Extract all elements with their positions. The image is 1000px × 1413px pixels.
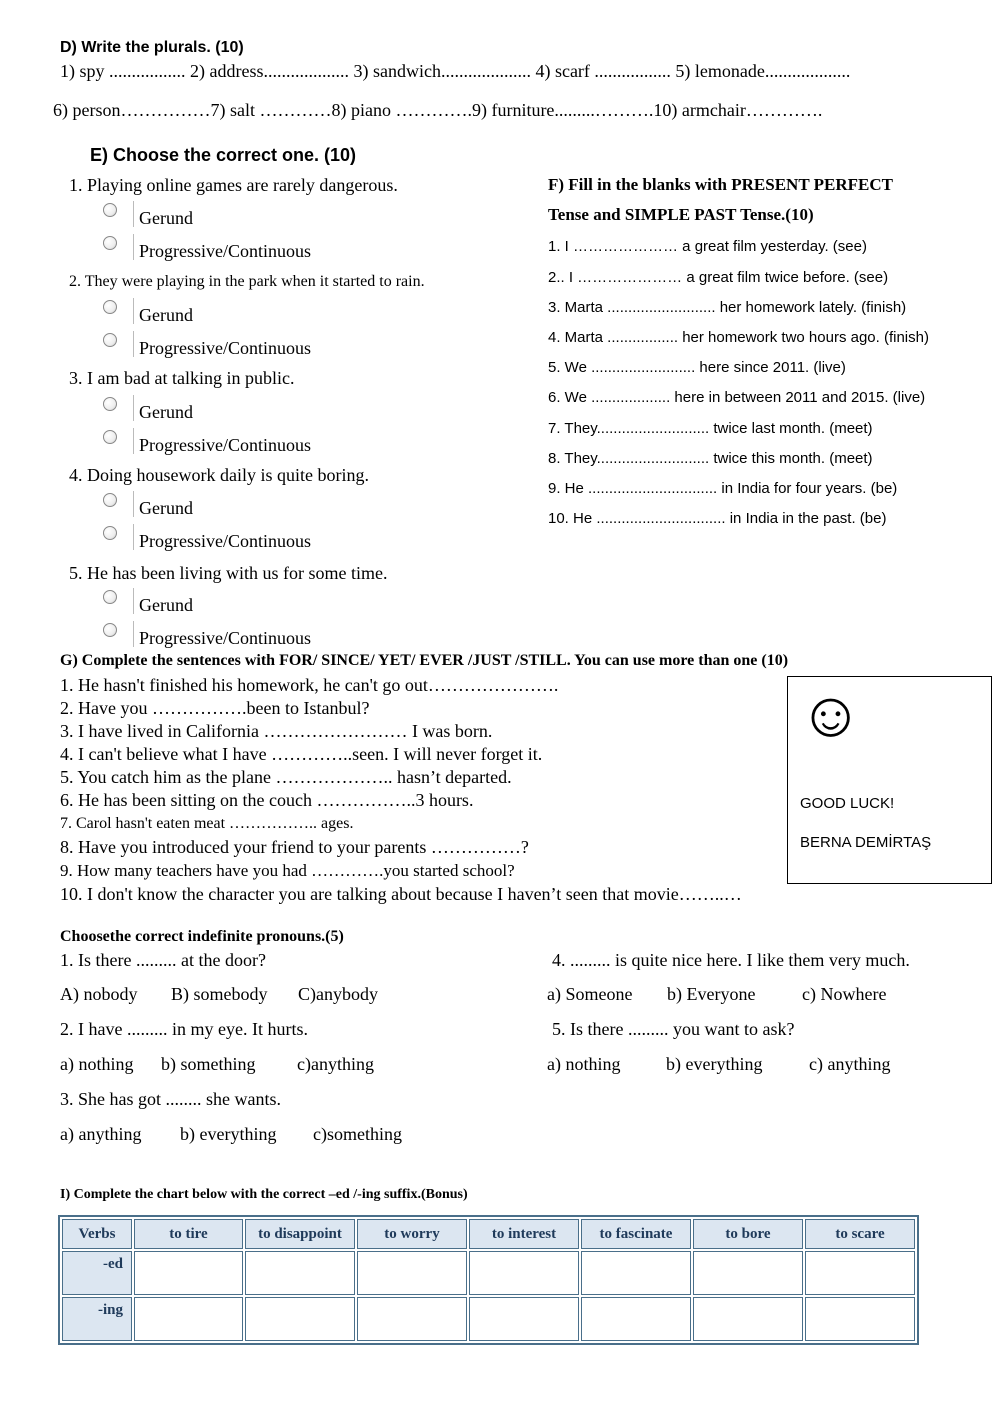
section-g-item-8: 8. Have you introduced your friend to your parents ……………? [60,837,529,857]
option-divider [133,234,134,260]
section-g-item-2: 2. Have you …………….been to Istanbul? [60,698,370,718]
radio-q3-gerund[interactable] [103,397,117,411]
question-5: 5. He has been living with us for some time. [69,563,388,583]
good-luck-box [787,676,992,884]
chart-cell[interactable] [581,1297,691,1341]
option-divider [133,298,134,324]
section-d-title: D) Write the plurals. (10) [60,39,244,56]
chart-cell[interactable] [245,1297,355,1341]
section-d-line-1: 1) spy ................. 2) address................... 3) sandwich.................... 4) scarf ................. 5) lemonade................... [60,61,851,81]
pronoun-q2-option-c: c)anything [297,1054,374,1074]
chart-header-to-worry: to worry [357,1219,467,1249]
pronoun-q4-option-a: a) Someone [547,984,633,1004]
radio-q4-progressive[interactable] [103,526,117,540]
radio-q2-gerund[interactable] [103,300,117,314]
pronoun-q2-option-a: a) nothing [60,1054,134,1074]
section-g-item-6: 6. He has been sitting on the couch ……………..3 hours. [60,790,474,810]
option-divider [133,395,134,421]
chart-header-to-scare: to scare [805,1219,915,1249]
section-f-item-3: 3. Marta .......................... her homework lately. (finish) [548,299,907,316]
option-progressive: Progressive/Continuous [139,531,312,551]
pronoun-question-5: 5. Is there ......... you want to ask? [552,1019,795,1039]
chart-row-ing [62,1297,915,1341]
chart-header-to-fascinate: to fascinate [581,1219,691,1249]
chart-row-ed [62,1251,915,1295]
pronoun-question-1: 1. Is there ......... at the door? [60,950,266,970]
pronoun-q4-option-b: b) Everyone [667,984,756,1004]
section-g-title: G) Complete the sentences with FOR/ SINCE/ YET/ EVER /JUST /STILL. You can use more than one (10) [60,652,789,669]
radio-q4-gerund[interactable] [103,493,117,507]
section-f-item-10: 10. He ............................... in India in the past. (be) [548,510,887,527]
option-gerund: Gerund [139,208,193,228]
pronoun-q1-option-c: C)anybody [298,984,378,1004]
chart-cell[interactable] [134,1297,243,1341]
pronoun-q1-option-a: A) nobody [60,984,138,1004]
option-divider [133,201,134,227]
option-progressive: Progressive/Continuous [139,628,312,648]
radio-q5-gerund[interactable] [103,590,117,604]
section-f-item-7: 7. They........................... twice last month. (meet) [548,420,873,437]
section-f-item-9: 9. He ............................... in India for four years. (be) [548,480,898,497]
section-f-item-2: 2.. I ………………… a great film twice before. (see) [548,269,889,286]
author-name: BERNA DEMİRTAŞ [800,834,932,851]
pronoun-q2-option-b: b) something [161,1054,256,1074]
suffix-chart [58,1215,919,1345]
question-4: 4. Doing housework daily is quite boring. [69,465,369,485]
pronoun-q3-option-c: c)something [313,1124,402,1144]
chart-cell[interactable] [357,1251,467,1295]
option-divider [133,524,134,550]
option-progressive: Progressive/Continuous [139,435,312,455]
option-divider [133,428,134,454]
question-1: 1. Playing online games are rarely dangerous. [69,175,398,195]
option-gerund: Gerund [139,595,193,615]
section-f-item-6: 6. We ................... here in between 2011 and 2015. (live) [548,389,926,406]
chart-header-verbs: Verbs [62,1219,132,1249]
pronoun-question-4: 4. ......... is quite nice here. I like them very much. [552,950,910,970]
chart-cell[interactable] [581,1251,691,1295]
section-f-title-line-2: Tense and SIMPLE PAST Tense.(10) [548,205,814,224]
pronoun-q5-option-a: a) nothing [547,1054,621,1074]
option-progressive: Progressive/Continuous [139,338,312,358]
chart-row-label-ing: -ing [62,1297,132,1341]
section-g-item-7: 7. Carol hasn't eaten meat …………….. ages. [60,815,354,832]
chart-row-label-ed: -ed [62,1251,132,1295]
chart-cell[interactable] [805,1297,915,1341]
section-g-item-10: 10. I don't know the character you are talking about because I haven’t seen that movie……..… [60,884,742,904]
chart-cell[interactable] [134,1251,243,1295]
pronoun-question-3: 3. She has got ........ she wants. [60,1089,281,1109]
pronoun-q5-option-c: c) anything [809,1054,891,1074]
radio-q5-progressive[interactable] [103,623,117,637]
section-g-item-4: 4. I can't believe what I have …………..seen. I will never forget it. [60,744,543,764]
radio-q3-progressive[interactable] [103,430,117,444]
option-gerund: Gerund [139,402,193,422]
section-h-title: Choosethe correct indefinite pronouns.(5) [60,928,344,945]
chart-cell[interactable] [469,1297,579,1341]
radio-q1-progressive[interactable] [103,236,117,250]
chart-cell[interactable] [805,1251,915,1295]
section-g-item-1: 1. He hasn't finished his homework, he can't go out…………………. [60,675,559,695]
question-3: 3. I am bad at talking in public. [69,368,295,388]
chart-cell[interactable] [245,1251,355,1295]
smiley-icon: ☺ [798,679,864,750]
option-progressive: Progressive/Continuous [139,241,312,261]
section-g-item-9: 9. How many teachers have you had ………….you started school? [60,861,515,880]
section-d-line-2: 6) person……………7) salt …………8) piano ………….9) furniture.........……….10) armchair…………. [53,100,823,120]
chart-header-row [62,1219,915,1249]
chart-header-to-interest: to interest [469,1219,579,1249]
section-f-item-8: 8. They........................... twice this month. (meet) [548,450,873,467]
option-divider [133,331,134,357]
good-luck-text: GOOD LUCK! [800,795,895,812]
section-f-item-1: 1. I ………………… a great film yesterday. (see) [548,238,867,255]
section-g-item-3: 3. I have lived in California …………………… I was born. [60,721,493,741]
chart-cell[interactable] [357,1297,467,1341]
chart-cell[interactable] [693,1251,803,1295]
pronoun-q3-option-b: b) everything [180,1124,277,1144]
pronoun-q5-option-b: b) everything [666,1054,763,1074]
option-gerund: Gerund [139,305,193,325]
question-2: 2. They were playing in the park when it started to rain. [69,273,425,290]
radio-q1-gerund[interactable] [103,203,117,217]
section-i-title: I) Complete the chart below with the correct –ed /-ing suffix.(Bonus) [60,1187,468,1202]
pronoun-q3-option-a: a) anything [60,1124,142,1144]
section-f-item-5: 5. We ......................... here since 2011. (live) [548,359,846,376]
chart-cell[interactable] [469,1251,579,1295]
pronoun-q4-option-c: c) Nowhere [802,984,887,1004]
chart-header-to-disappoint: to disappoint [245,1219,355,1249]
chart-header-to-tire: to tire [134,1219,243,1249]
option-divider [133,621,134,647]
pronoun-q1-option-b: B) somebody [171,984,268,1004]
section-f-title-line-1: F) Fill in the blanks with PRESENT PERFECT [548,175,893,194]
chart-header-to-bore: to bore [693,1219,803,1249]
section-g-item-5: 5. You catch him as the plane ……………….. hasn’t departed. [60,767,512,787]
pronoun-question-2: 2. I have ......... in my eye. It hurts. [60,1019,308,1039]
option-divider [133,491,134,517]
chart-cell[interactable] [693,1297,803,1341]
option-divider [133,588,134,614]
radio-q2-progressive[interactable] [103,333,117,347]
option-gerund: Gerund [139,498,193,518]
section-f-item-4: 4. Marta ................. her homework two hours ago. (finish) [548,329,929,346]
section-e-title: E) Choose the correct one. (10) [90,145,357,165]
